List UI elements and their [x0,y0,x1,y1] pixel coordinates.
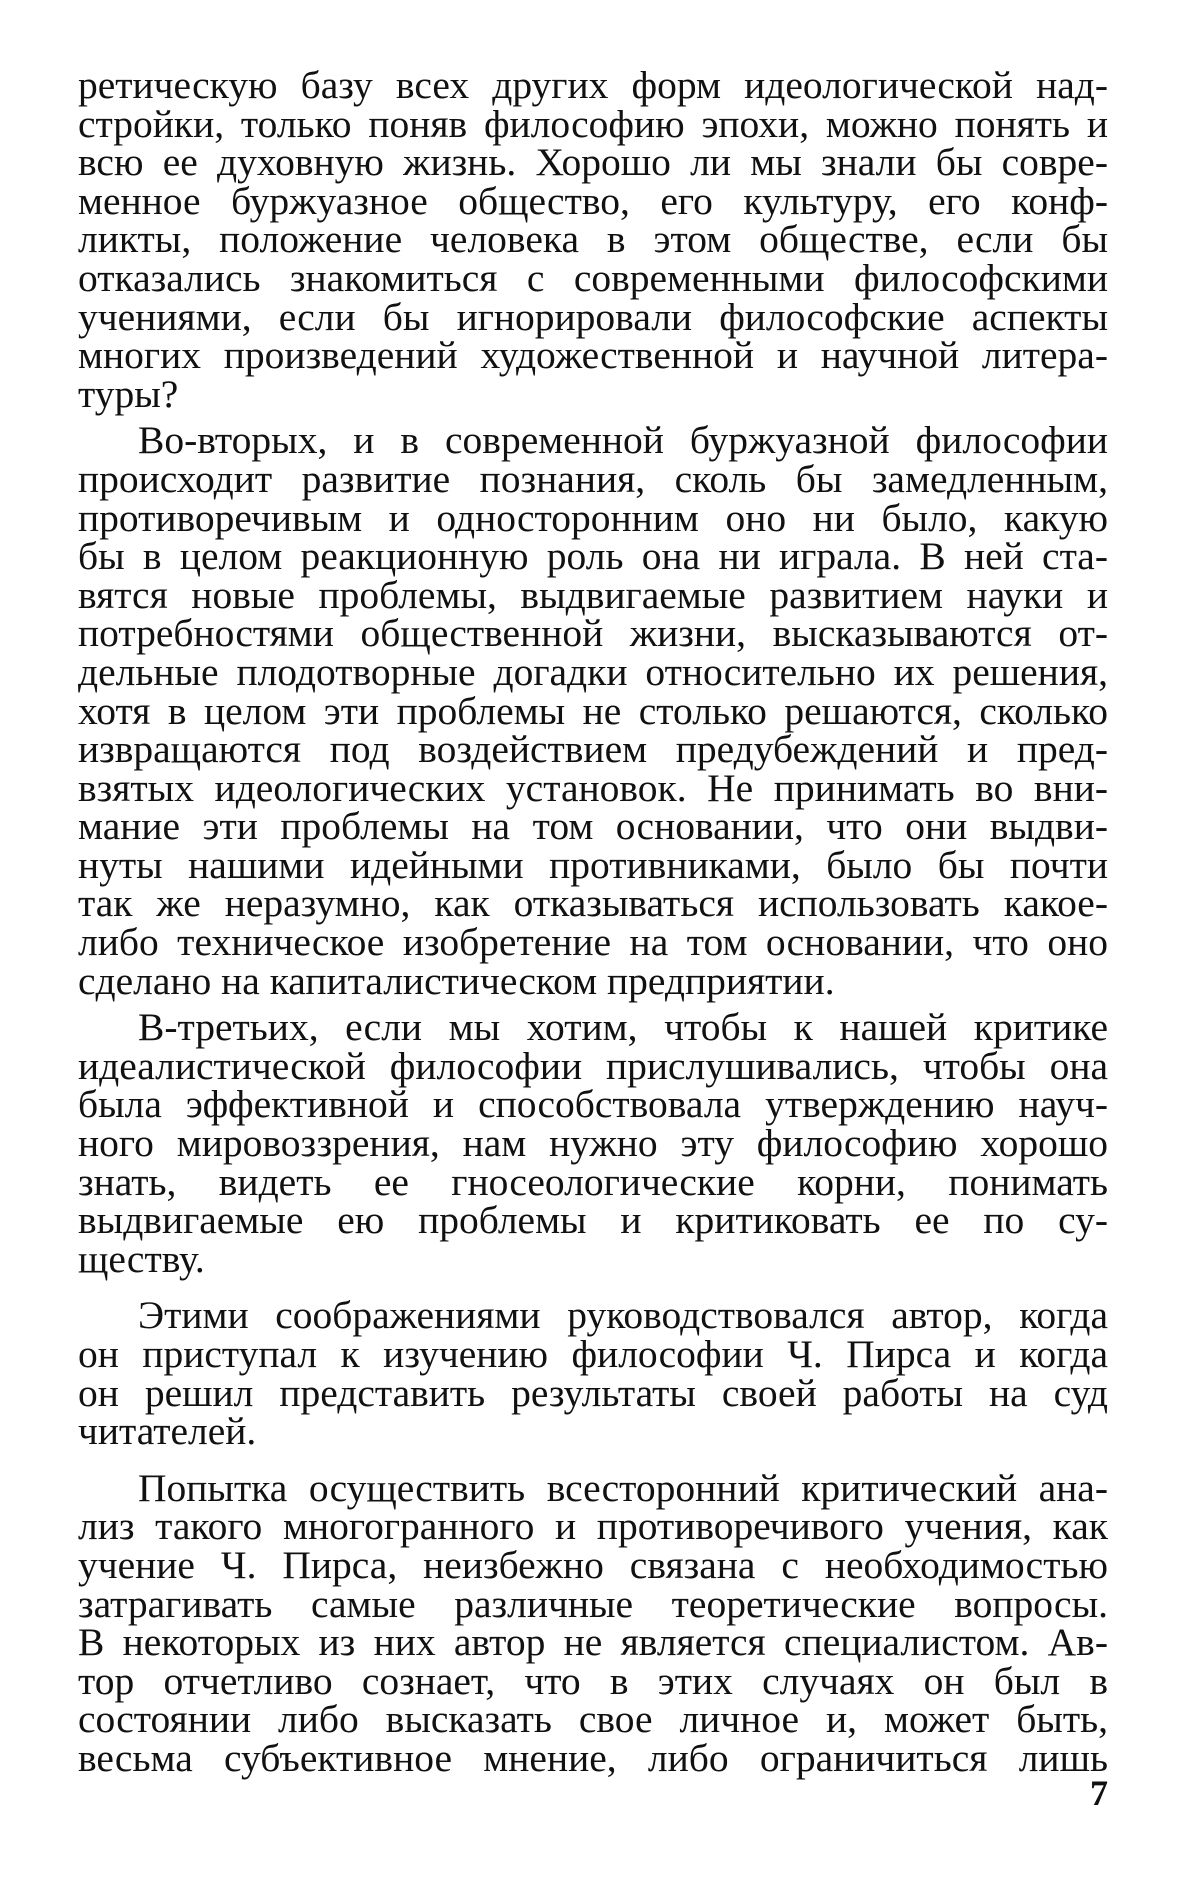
text-line: лиз такого многогранного и противоречивого учения, как [78,1504,1108,1549]
text-line: читателей. [78,1409,257,1454]
text-line: затрагивать самые различные теоретические вопросы. [78,1581,1108,1626]
text-line: ного мировоззрения, нам нужно эту философию хорошо [78,1121,1108,1166]
text-line: ществу. [78,1236,205,1281]
text-line: тор отчетливо сознает, что в этих случаях он был в [78,1658,1108,1703]
paragraph-2 [78,418,1108,1003]
text-line: извращаются под воздействием предубеждений и пред- [78,727,1108,772]
text-line: отказались знакомиться с современными философскими [78,255,1108,300]
text-line: он приступал к изучению философии Ч. Пирса и когда [78,1332,1108,1376]
paragraph-5 [78,1465,1108,1780]
text-line: туры? [78,371,179,416]
text-line: В-третьих, если мы хотим, чтобы к нашей критике [138,1005,1108,1050]
text-line: либо техническое изобретение на том основании, что оно [78,920,1108,965]
paragraph-1 [78,63,1108,416]
text-line: взятых идеологических установок. Не принимать во вни- [78,765,1108,810]
text-line: вятся новые проблемы, выдвигаемые развитием науки и [78,572,1108,617]
page-body [78,63,1108,1780]
text-line: Этими соображениями руководствовался автор, когда [138,1293,1108,1338]
text-line: идеалистической философии прислушивались, чтобы она [78,1043,1108,1088]
text-line: стройки, только поняв философию эпохи, можно понять и [78,101,1108,146]
text-line: сделано на капиталистическом предприятии. [78,958,835,1003]
text-line: потребностями общественной жизни, высказываются от- [78,611,1108,656]
text-line: В некоторых из них автор не является специалистом. Ав- [78,1620,1108,1665]
text-line: Во-вторых, и в современной буржуазной философии [138,418,1108,463]
text-line: состоянии либо высказать свое личное и, может быть, [78,1697,1108,1742]
text-line: так же неразумно, как отказываться использовать какое- [78,881,1108,926]
text-line: мание эти проблемы на том основании, что они выдви- [78,804,1108,849]
text-line: нуты нашими идейными противниками, было бы почти [78,842,1108,887]
text-line: выдвигаемые ею проблемы и критиковать ее по су- [78,1198,1108,1243]
text-line: менное буржуазное общество, его культуру, его конф- [78,178,1108,223]
text-line: ликты, положение человека в этом обществе, если бы [78,217,1108,262]
text-line: хотя в целом эти проблемы не столько решаются, сколько [78,688,1108,733]
text-line: дельные плодотворные догадки относительно их решения, [78,649,1108,694]
text-line: ретическую базу всех других форм идеологической над- [78,63,1108,107]
text-line: учениями, если бы игнорировали философские аспекты [78,294,1108,339]
text-line: Попытка осуществить всесторонний критический ана- [138,1465,1108,1510]
text-line: весьма субъективное мнение, либо ограничиться лишь [78,1735,1108,1780]
text-line: происходит развитие познания, сколь бы замедленным, [78,456,1108,501]
paragraph-3 [78,1005,1108,1281]
text-line: всю ее духовную жизнь. Хорошо ли мы знали бы совре- [78,140,1108,185]
page-number: 7 [1090,1773,1108,1813]
text-line: учение Ч. Пирса, неизбежно связана с необходимостью [78,1542,1108,1587]
text-line: противоречивым и односторонним оно ни было, какую [78,495,1108,540]
text-line: знать, видеть ее гносеологические корни, понимать [78,1159,1108,1204]
text-line: была эффективной и способствовала утверждению науч- [78,1082,1108,1127]
text-line: он решил представить результаты своей работы на суд [78,1370,1108,1415]
text-line: бы в целом реакционную роль она ни играла. В ней ста- [78,534,1108,579]
text-line: многих произведений художественной и научной литера- [78,333,1108,378]
paragraph-4 [78,1293,1108,1454]
